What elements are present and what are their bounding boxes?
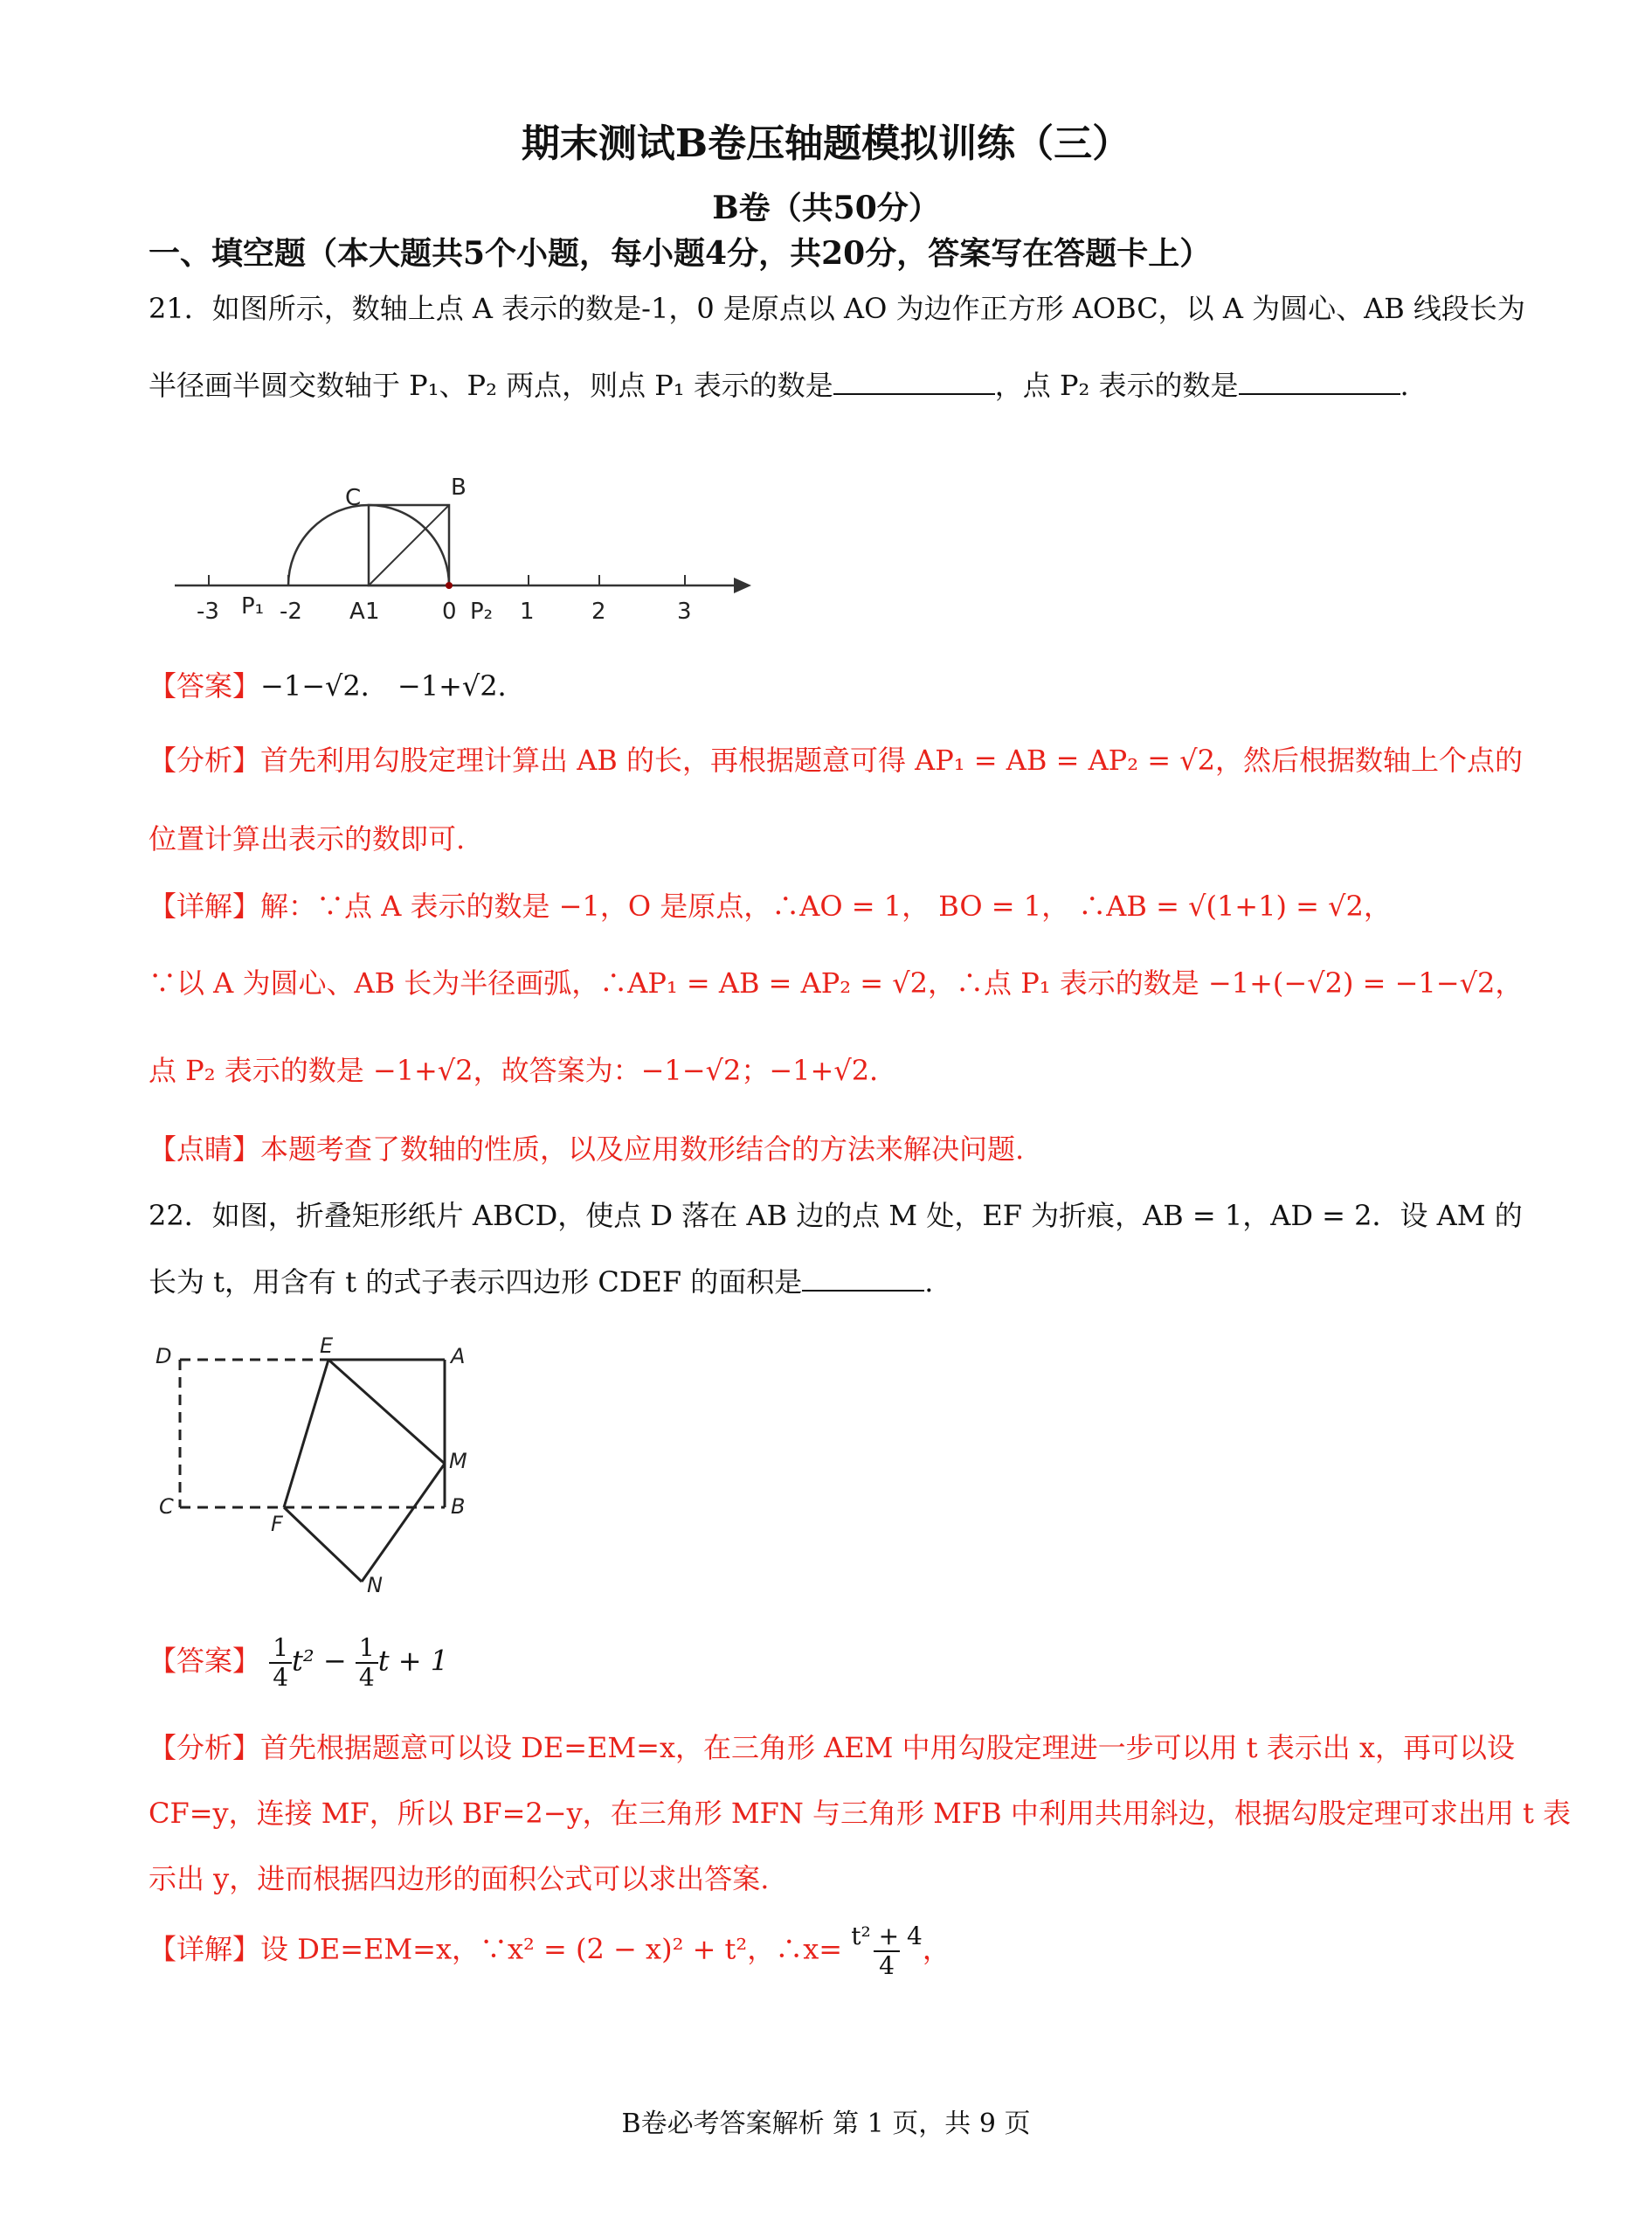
q21-label-C: C [345, 485, 362, 511]
q22-line-NF [284, 1507, 362, 1582]
q22-text-part-b: . [924, 1265, 934, 1299]
q21-answer-value: −1−√2． −1+√2． [260, 669, 526, 703]
q21-tick-label: 2 [591, 599, 606, 625]
q21-axis-arrow [734, 578, 751, 593]
page-subtitle: B卷（共50分） [712, 190, 940, 226]
q21-text-line2 [149, 364, 1409, 404]
page-footer: B卷必考答案解析 第 1 页，共 9 页 [621, 2109, 1031, 2139]
q22-line-EM [328, 1360, 445, 1464]
q21-comment-text: 本题考查了数轴的性质，以及应用数形结合的方法来解决问题. [260, 1132, 1025, 1166]
q22-label-E: E [320, 1333, 334, 1358]
q22-analysis-line3: 示出 y，进而根据四边形的面积公式可以求出答案. [149, 1862, 770, 1895]
frac-denominator: 4 [356, 1662, 378, 1692]
q21-tick-label: -3 [197, 599, 219, 625]
q22-answer-frac-2 [356, 1634, 378, 1692]
frac-numerator: t² + 4 [851, 1922, 923, 1950]
analysis-tag: 【分析】 [149, 744, 261, 777]
detail-tag: 【详解】 [149, 890, 261, 923]
q21-text-part-b: ，点 P₂ 表示的数是 [994, 369, 1239, 402]
section-heading: 一、填空题（本大题共5个小题，每小题4分，共20分，答案写在答题卡上） [149, 235, 1212, 272]
frac-numerator: 1 [358, 1633, 375, 1662]
q21-label-P2: P₂ [470, 599, 494, 625]
q22-detail-text: 设 DE=EM=x，∵x² = (2 − x)² + t²，∴x= [260, 1932, 843, 1966]
q22-analysis-line2: CF=y，连接 MF，所以 BF=2−y，在三角形 MFN 与三角形 MFB 中利用共用斜边，根据勾股定理可求出用 t 表 [149, 1797, 1572, 1830]
detail-tag: 【详解】 [149, 1932, 261, 1966]
q21-answer [149, 664, 526, 704]
q22-text-line1: 22．如图，折叠矩形纸片 ABCD，使点 D 落在 AB 边的点 M 处，EF 为折痕，AB = 1，AD = 2．设 AM 的 [149, 1199, 1523, 1232]
q22-line-MN [362, 1464, 445, 1582]
q22-analysis-line1 [149, 1726, 1515, 1766]
q21-text-part-a: 半径画半圆交数轴于 P₁、P₂ 两点，则点 P₁ 表示的数是 [149, 369, 833, 402]
q22-label-M: M [449, 1449, 467, 1473]
comment-tag: 【点睛】 [149, 1132, 261, 1166]
q22-label-C: C [159, 1494, 174, 1519]
q21-label-0: 0 [442, 599, 457, 625]
q21-label-P1: P₁ [241, 593, 265, 620]
answer-tag: 【答案】 [149, 669, 261, 703]
q22-label-B: B [451, 1494, 466, 1519]
q21-label-B: B [451, 474, 467, 501]
q21-analysis-line1 [149, 738, 1523, 779]
q21-blank-1[interactable] [833, 367, 995, 395]
q21-diagonal-AB [369, 505, 449, 585]
q22-text-part-a: 长为 t，用含有 t 的式子表示四边形 CDEF 的面积是 [149, 1265, 803, 1299]
frac-denominator: 4 [269, 1662, 292, 1692]
q21-detail-text1: 解：∵点 A 表示的数是 −1，O 是原点，∴AO = 1， BO = 1， ∴AB = √(1+1) = √2， [260, 890, 1392, 923]
q22-answer-t2: t² − [292, 1644, 347, 1678]
q21-text-part-c: . [1400, 369, 1409, 402]
q22-label-D: D [156, 1344, 172, 1368]
q22-analysis-text1: 首先根据题意可以设 DE=EM=x，在三角形 AEM 中用勾股定理进一步可以用 t 表示出 x，再可以设 [260, 1731, 1516, 1764]
q21-tick-label: 3 [677, 599, 692, 625]
q21-comment [149, 1127, 1024, 1167]
q22-fold-figure [149, 1328, 498, 1608]
q22-blank[interactable] [802, 1264, 924, 1292]
q22-answer-frac-1 [269, 1634, 292, 1692]
q22-label-F: F [271, 1512, 283, 1536]
frac-denominator: 4 [874, 1950, 900, 1980]
q22-detail-line1 [149, 1922, 950, 1980]
q22-answer-t1: t + 1 [377, 1644, 449, 1678]
q22-line-FE [284, 1360, 328, 1507]
q21-detail-line2: ∵以 A 为圆心、AB 长为半径画弧，∴AP₁ = AB = AP₂ = √2，∴点 P₁ 表示的数是 −1+(−√2) = −1−√2， [149, 966, 1524, 1000]
q21-origin-point [446, 582, 453, 589]
q21-analysis-text1: 首先利用勾股定理计算出 AB 的长，再根据题意可得 AP₁ = AB = AP₂ = √2，然后根据数轴上个点的 [260, 744, 1523, 777]
q22-detail-frac [851, 1922, 923, 1980]
q22-text-line2 [149, 1260, 933, 1300]
q21-tick-label: -2 [280, 599, 302, 625]
q21-text-line1: 21．如图所示，数轴上点 A 表示的数是-1，0 是原点以 AO 为边作正方形 AOBC，以 A 为圆心、AB 线段长为 [149, 292, 1525, 325]
q22-answer [149, 1634, 448, 1692]
q21-tick-label: 1 [520, 599, 535, 625]
q21-number-line-figure [166, 463, 778, 629]
q22-label-N: N [367, 1573, 383, 1597]
page-title: 期末测试B卷压轴题模拟训练（三） [521, 121, 1131, 166]
q21-label-A-sub: 1 [365, 599, 380, 625]
q21-blank-2[interactable] [1239, 367, 1400, 395]
analysis-tag: 【分析】 [149, 1731, 261, 1764]
q22-label-A: A [451, 1344, 466, 1368]
q21-detail-line1 [149, 884, 1392, 925]
answer-tag: 【答案】 [149, 1644, 261, 1678]
frac-numerator: 1 [273, 1633, 289, 1662]
q21-label-A: A [349, 599, 365, 625]
q22-detail-end: ， [922, 1932, 950, 1966]
q21-detail-line3: 点 P₂ 表示的数是 −1+√2，故答案为：−1−√2；−1+√2． [149, 1054, 898, 1087]
q21-analysis-line2: 位置计算出表示的数即可. [149, 822, 466, 855]
